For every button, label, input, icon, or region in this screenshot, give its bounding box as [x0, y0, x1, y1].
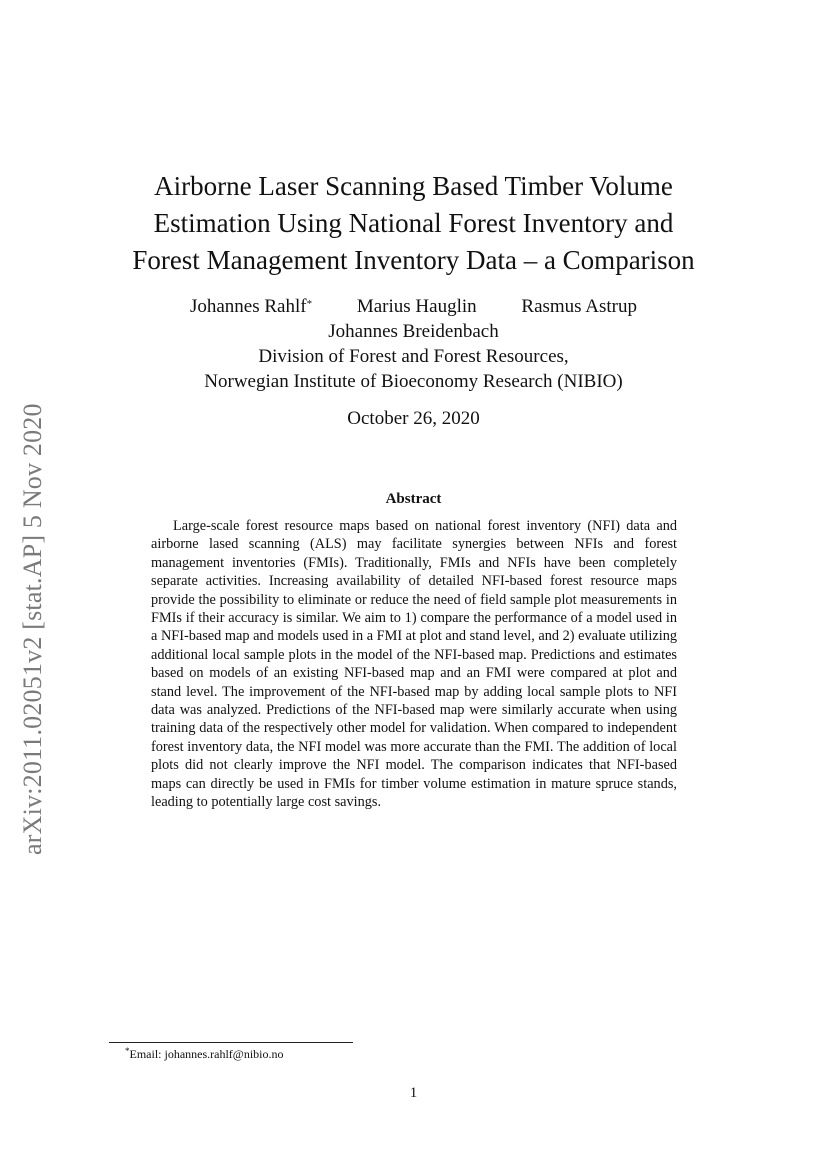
- author-row-1: [0, 294, 827, 319]
- title-line-1: Airborne Laser Scanning Based Timber Volume: [154, 171, 673, 201]
- author-name: Johannes Rahlf: [189, 296, 307, 317]
- author-johannes-rahlf: [190, 294, 312, 319]
- footnote-marker: *: [125, 1046, 130, 1056]
- footnote-marker: *: [306, 298, 313, 310]
- paper-title: [0, 168, 827, 279]
- abstract-heading: Abstract: [385, 491, 442, 507]
- affiliation-line-2: Norwegian Institute of Bioeconomy Research (NIBIO): [204, 371, 623, 392]
- footnote: [125, 1047, 284, 1062]
- publication-date: October 26, 2020: [347, 408, 480, 429]
- author-block: [0, 294, 827, 394]
- title-line-3: Forest Management Inventory Data – a Comparison: [132, 245, 695, 275]
- author-rasmus-astrup: Rasmus Astrup: [521, 296, 638, 317]
- footnote-divider: [109, 1042, 353, 1043]
- affiliation-line-1: Division of Forest and Forest Resources,: [258, 346, 569, 367]
- abstract-text: Large-scale forest resource maps based on national forest inventory (NFI) data and airborne lased scanning (ALS) may facilitate synergies between NFIs and forest management inventories (FMIs). Traditionally, FMIs and NFIs have been completely separate activities. Increasing availability of detailed NFI-based forest resource maps provide the possibility to eliminate or reduce the need of field sample plot measurements in FMIs if their accuracy is similar. We aim to 1) compare the performance of a model used in a NFI-based map and models used in a FMI at plot and stand level, and 2) evaluate utilizing additional local sample plots in the model of the NFI-based map. Predictions and estimates based on models of an existing NFI-based map and an FMI were compared at plot and stand level. The improvement of the NFI-based map by adding local sample plots to NFI data was analyzed. Predictions of the NFI-based map were similarly accurate when using training data of the respectively other model for validation. When compared to independent forest inventory data, the NFI model was more accurate than the FMI. The addition of local plots did not clearly improve the NFI model. The comparison indicates that NFI-based maps can directly be used in FMIs for timber volume estimation in mature spruce stands, leading to potentially large cost savings.: [151, 518, 677, 811]
- author-marius-hauglin: Marius Hauglin: [356, 296, 477, 317]
- footnote-email: Email: johannes.rahlf@nibio.no: [129, 1047, 284, 1061]
- page-number: 1: [409, 1085, 418, 1101]
- title-line-2: Estimation Using National Forest Inventory and: [153, 208, 674, 238]
- arxiv-identifier-stamp: arXiv:2011.02051v2 [stat.AP] 5 Nov 2020: [18, 403, 47, 855]
- author-johannes-breidenbach: Johannes Breidenbach: [328, 321, 499, 342]
